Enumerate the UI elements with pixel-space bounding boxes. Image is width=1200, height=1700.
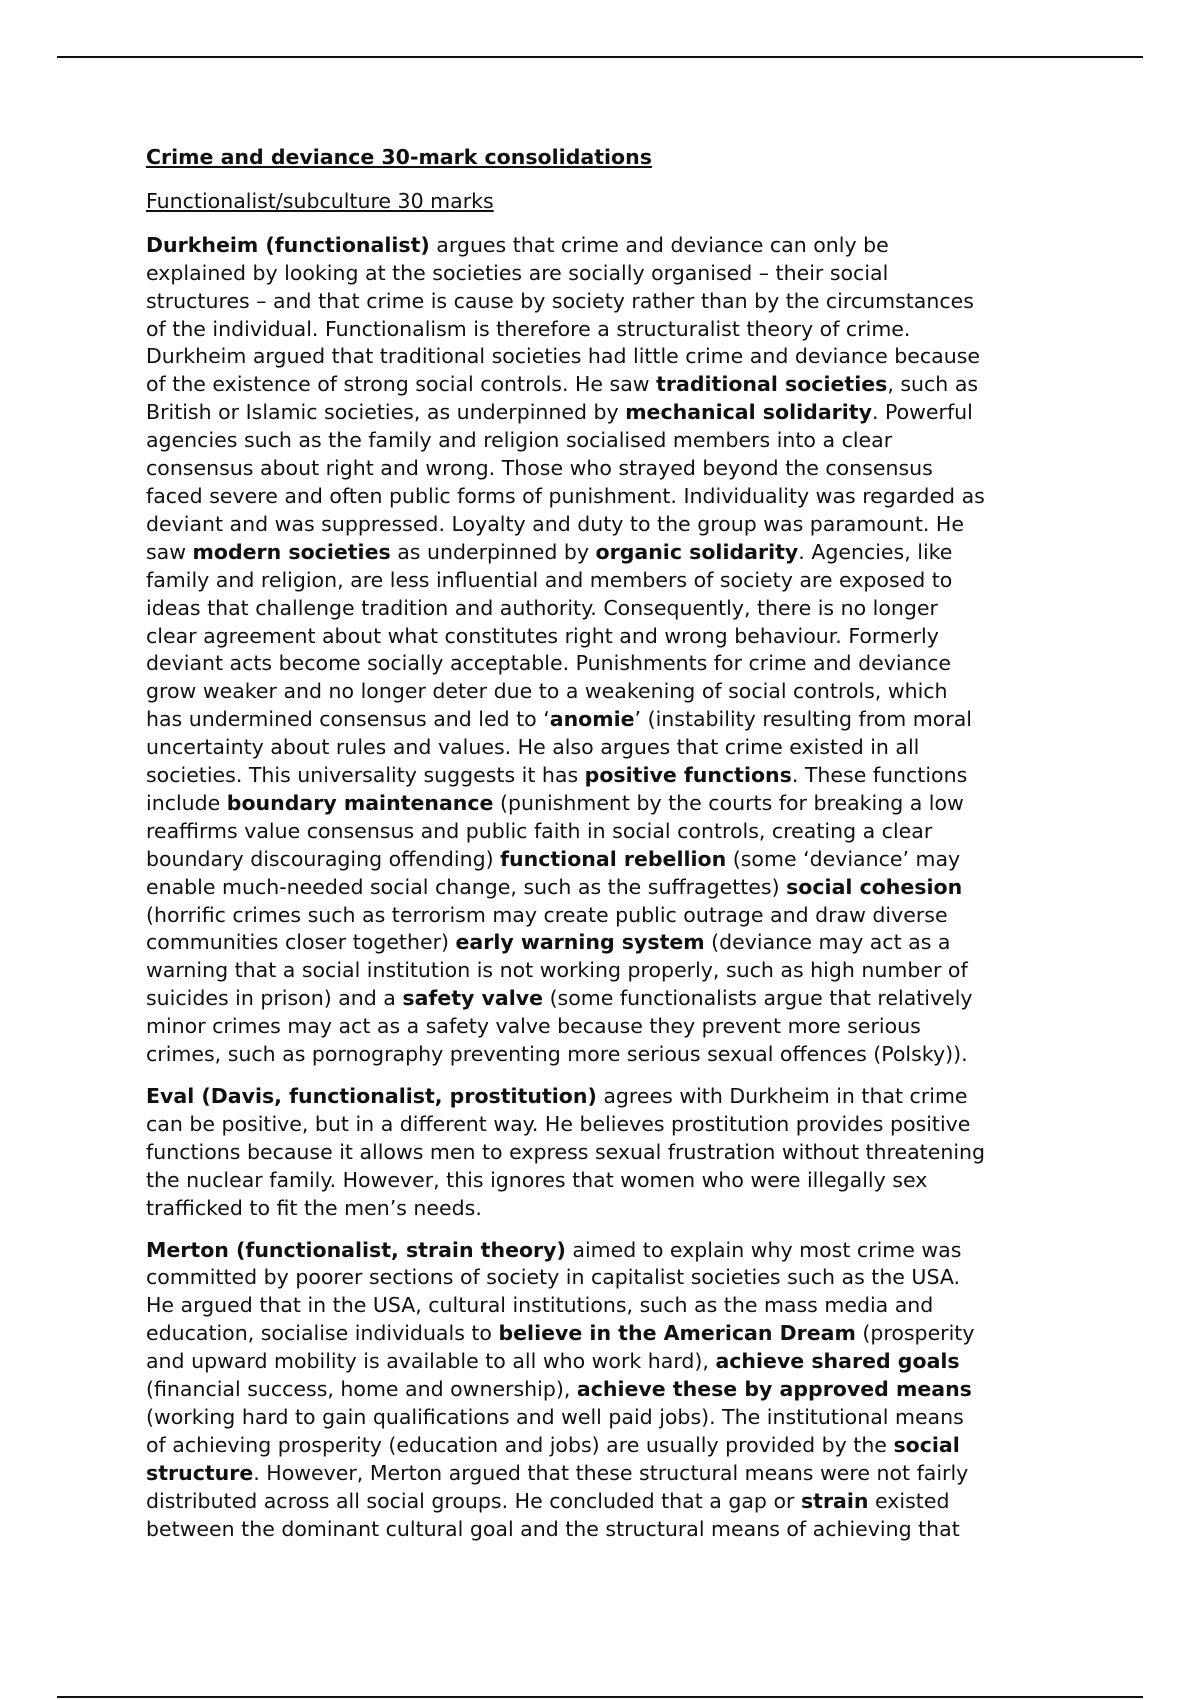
text-line (146, 343, 1066, 371)
text-run: enable much-needed social change, such as the suffragettes) (146, 874, 787, 899)
text-run: between the dominant cultural goal and the structural means of achieving that (146, 1516, 960, 1541)
paragraphs-container (146, 232, 1066, 1544)
bold-term: boundary maintenance (226, 790, 494, 815)
text-line (146, 595, 1066, 623)
text-run: trafficked to fit the men’s needs. (146, 1195, 482, 1220)
text-run: distributed across all social groups. He concluded that a gap or (146, 1488, 801, 1513)
text-run: aimed to explain why most crime was (565, 1237, 962, 1262)
text-line (146, 790, 1066, 818)
bold-term: anomie (549, 707, 635, 732)
bold-term: achieve shared goals (715, 1349, 960, 1374)
text-run: (punishment by the courts for breaking a low (493, 790, 964, 815)
text-run: boundary discouraging offending) (146, 846, 501, 871)
text-line (146, 1264, 1066, 1292)
text-line (146, 1404, 1066, 1432)
text-line (146, 399, 1066, 427)
text-run: committed by poorer sections of society in capitalist societies such as the USA. (146, 1265, 961, 1290)
text-run: (some functionalists argue that relatively (543, 986, 973, 1011)
text-line (146, 902, 1066, 930)
text-run: grow weaker and no longer deter due to a weakening of social controls, which (146, 679, 948, 704)
text-line (146, 846, 1066, 874)
text-line (146, 260, 1066, 288)
text-line (146, 1460, 1066, 1488)
text-run: agencies such as the family and religion socialised members into a clear (146, 428, 893, 453)
text-line (146, 1292, 1066, 1320)
text-run: of achieving prosperity (education and jobs) are usually provided by the (146, 1432, 894, 1457)
text-line (146, 1013, 1066, 1041)
text-line (146, 1195, 1066, 1223)
text-line (146, 567, 1066, 595)
text-run: faced severe and often public forms of punishment. Individuality was regarded as (146, 483, 985, 508)
text-line (146, 734, 1066, 762)
bold-term: Durkheim (functionalist) (146, 232, 430, 257)
text-line (146, 957, 1066, 985)
text-run: warning that a social institution is not working properly, such as high number of (146, 958, 968, 983)
text-line (146, 1320, 1066, 1348)
bold-term: social cohesion (786, 874, 963, 899)
text-line (146, 1139, 1066, 1167)
text-run: minor crimes may act as a safety valve because they prevent more serious (146, 1014, 921, 1039)
text-run: British or Islamic societies, as underpinned by (146, 400, 626, 425)
bold-term: Merton (functionalist, strain theory) (146, 1237, 566, 1262)
bold-term: achieve these by approved means (576, 1377, 972, 1402)
text-line (146, 1516, 1066, 1544)
bold-term: early warning system (455, 930, 705, 955)
text-line (146, 678, 1066, 706)
text-run: include (146, 790, 227, 815)
text-line (146, 232, 1066, 260)
text-line (146, 427, 1066, 455)
text-line (146, 818, 1066, 846)
text-line (146, 1111, 1066, 1139)
text-run: . These functions (791, 763, 968, 788)
text-line (146, 511, 1066, 539)
text-line (146, 288, 1066, 316)
text-run: of the individual. Functionalism is therefore a structuralist theory of crime. (146, 316, 911, 341)
text-line (146, 371, 1066, 399)
text-run: the nuclear family. However, this ignores that women who were illegally sex (146, 1167, 928, 1192)
bold-term: traditional societies (656, 372, 888, 397)
text-run: suicides in prison) and a (146, 986, 403, 1011)
bold-term: positive functions (584, 763, 792, 788)
document-title: Crime and deviance 30-mark consolidations (146, 145, 652, 169)
bottom-rule (57, 1696, 1143, 1698)
text-run: saw (146, 539, 193, 564)
text-run: education, socialise individuals to (146, 1321, 499, 1346)
text-run: (deviance may act as a (704, 930, 951, 955)
text-run: functions because it allows men to express sexual frustration without threatening (146, 1139, 986, 1164)
text-run: has undermined consensus and led to ‘ (146, 707, 550, 732)
text-run: , such as (887, 372, 979, 397)
text-run: structures – and that crime is cause by society rather than by the circumstances (146, 288, 974, 313)
text-line (146, 539, 1066, 567)
bold-term: mechanical solidarity (625, 400, 872, 425)
text-run: uncertainty about rules and values. He also argues that crime existed in all (146, 735, 920, 760)
text-run: and upward mobility is available to all who work hard), (146, 1349, 716, 1374)
bold-term: functional rebellion (500, 846, 727, 871)
text-run: of the existence of strong social controls. He saw (146, 372, 657, 397)
text-run: (financial success, home and ownership), (146, 1377, 577, 1402)
bold-term: strain (800, 1488, 869, 1513)
text-run: deviant and was suppressed. Loyalty and duty to the group was paramount. He (146, 511, 964, 536)
text-line (146, 623, 1066, 651)
text-line (146, 483, 1066, 511)
text-run: (some ‘deviance’ may (726, 846, 961, 871)
text-line (146, 985, 1066, 1013)
section-subtitle: Functionalist/subculture 30 marks (146, 188, 494, 213)
text-run: . However, Merton argued that these structural means were not fairly (253, 1460, 969, 1485)
text-run: clear agreement about what constitutes right and wrong behaviour. Formerly (146, 623, 939, 648)
text-line (146, 706, 1066, 734)
text-run: (prosperity (855, 1321, 975, 1346)
text-run: agrees with Durkheim in that crime (596, 1084, 968, 1108)
text-run: Durkheim argued that traditional societies had little crime and deviance because (146, 344, 981, 369)
text-run: explained by looking at the societies are socially organised – their social (146, 260, 889, 285)
document-body (146, 144, 1066, 1558)
text-run: crimes, such as pornography preventing more serious sexual offences (Polsky)). (146, 1042, 968, 1067)
text-line (146, 316, 1066, 344)
bold-term: believe in the American Dream (498, 1321, 856, 1346)
bold-term: social (893, 1432, 960, 1457)
text-line (146, 874, 1066, 902)
bold-term: Eval (Davis, functionalist, prostitution) (146, 1084, 597, 1108)
text-run: can be positive, but in a different way. He believes prostitution provides positive (146, 1111, 971, 1136)
text-run: ’ (instability resulting from moral (634, 707, 972, 732)
text-line (146, 1432, 1066, 1460)
text-line (146, 1083, 1066, 1111)
text-run: as underpinned by (390, 539, 596, 564)
text-run: reaffirms value consensus and public faith in social controls, creating a clear (146, 818, 933, 843)
text-run: consensus about right and wrong. Those who strayed beyond the consensus (146, 456, 933, 481)
text-line (146, 1167, 1066, 1195)
text-line (146, 762, 1066, 790)
text-run: (working hard to gain qualifications and well paid jobs). The institutional means (146, 1404, 964, 1429)
text-run: existed (868, 1488, 950, 1513)
paragraph (146, 232, 1066, 1069)
text-run: deviant acts become socially acceptable. Punishments for crime and deviance (146, 651, 951, 676)
text-run: He argued that in the USA, cultural institutions, such as the mass media and (146, 1293, 934, 1318)
text-run: argues that crime and deviance can only be (429, 232, 889, 257)
text-run: communities closer together) (146, 930, 456, 955)
paragraph (146, 1237, 1066, 1544)
text-run: ideas that challenge tradition and authority. Consequently, there is no longer (146, 595, 938, 620)
text-run: societies. This universality suggests it has (146, 763, 585, 788)
text-line (146, 929, 1066, 957)
bold-term: organic solidarity (595, 539, 799, 564)
text-line (146, 455, 1066, 483)
text-line (146, 1041, 1066, 1069)
text-run: family and religion, are less influential and members of society are exposed to (146, 567, 953, 592)
bold-term: safety valve (402, 986, 544, 1011)
text-run: . Powerful (871, 400, 973, 425)
text-line (146, 1237, 1066, 1265)
paragraph (146, 1083, 1066, 1223)
text-run: . Agencies, like (798, 539, 953, 564)
bold-term: structure (146, 1460, 254, 1485)
text-line (146, 650, 1066, 678)
text-line (146, 1376, 1066, 1404)
text-line (146, 1488, 1066, 1516)
top-rule (57, 56, 1143, 58)
text-run: (horrific crimes such as terrorism may create public outrage and draw diverse (146, 902, 948, 927)
bold-term: modern societies (192, 539, 391, 564)
text-line (146, 1348, 1066, 1376)
